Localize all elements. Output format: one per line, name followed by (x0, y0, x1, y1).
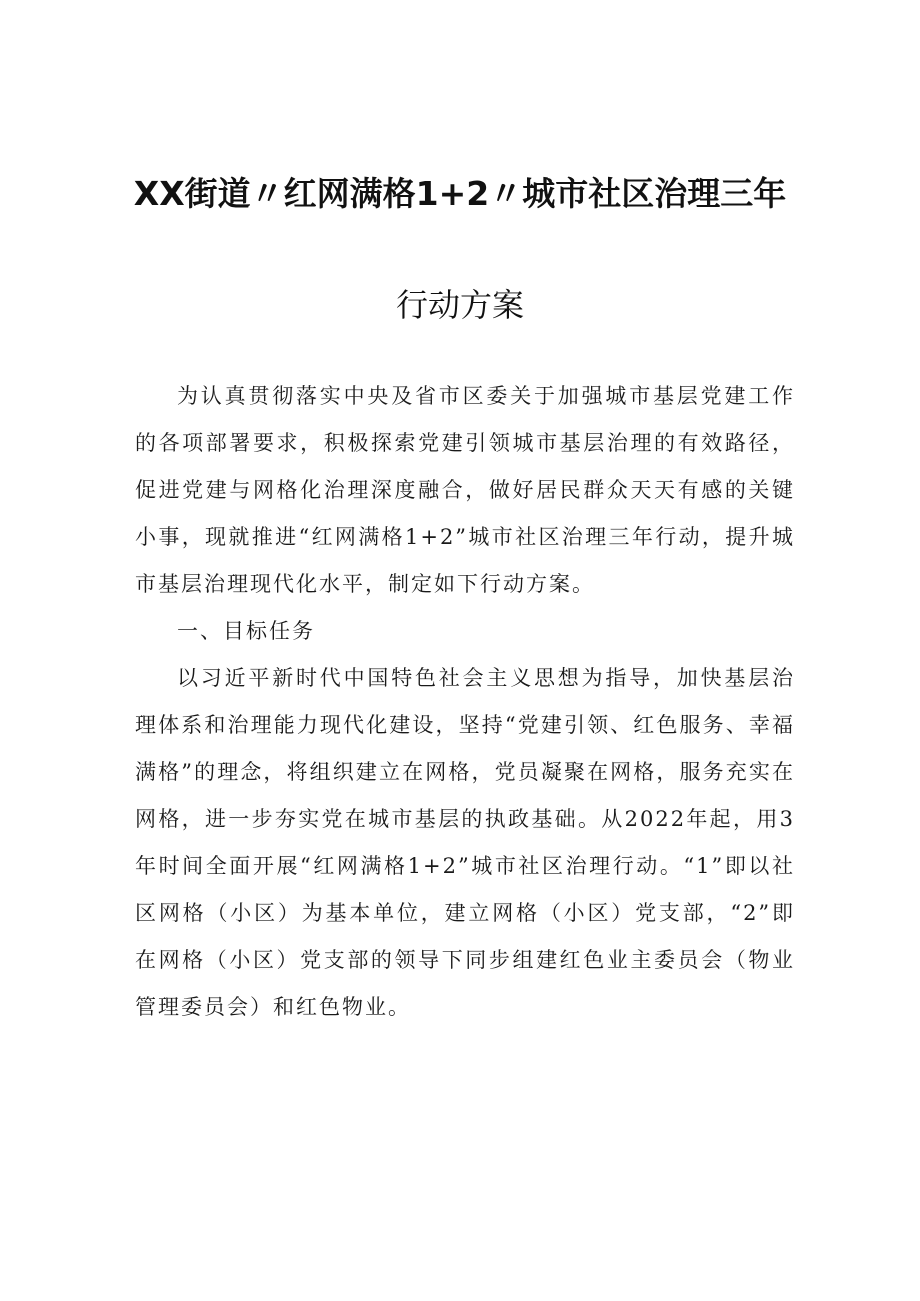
section-heading-goals: 一、目标任务 (177, 619, 315, 643)
goals-paragraph-block (135, 655, 795, 1031)
section-heading-block (135, 608, 795, 655)
document-title-line-1: XX街道〃红网满格1+2〃城市社区治理三年 (133, 174, 787, 213)
intro-paragraph-block (135, 373, 795, 608)
document-title-line-2: 行动方案 (395, 286, 524, 324)
intro-paragraph: 为认真贯彻落实中央及省市区委关于加强城市基层党建工作的各项部署要求，积极探索党建引领城市基层治理的有效路径，促进党建与网格化治理深度融合，做好居民群众天天有感的关键小事，现就推进“红网满格1+2”城市社区治理三年行动，提升城市基层治理现代化水平，制定如下行动方案。 (135, 384, 795, 596)
goals-paragraph: 以习近平新时代中国特色社会主义思想为指导，加快基层治理体系和治理能力现代化建设，坚持“党建引领、红色服务、幸福满格”的理念，将组织建立在网格，党员凝聚在网格，服务充实在网格，进一步夯实党在城市基层的执政基础。从2022年起，用3年时间全面开展“红网满格1+2”城市社区治理行动。“1”即以社区网格（小区）为基本单位，建立网格（小区）党支部，“2”即在网格（小区）党支部的领导下同步组建红色业主委员会（物业管理委员会）和红色物业。 (135, 666, 795, 1019)
